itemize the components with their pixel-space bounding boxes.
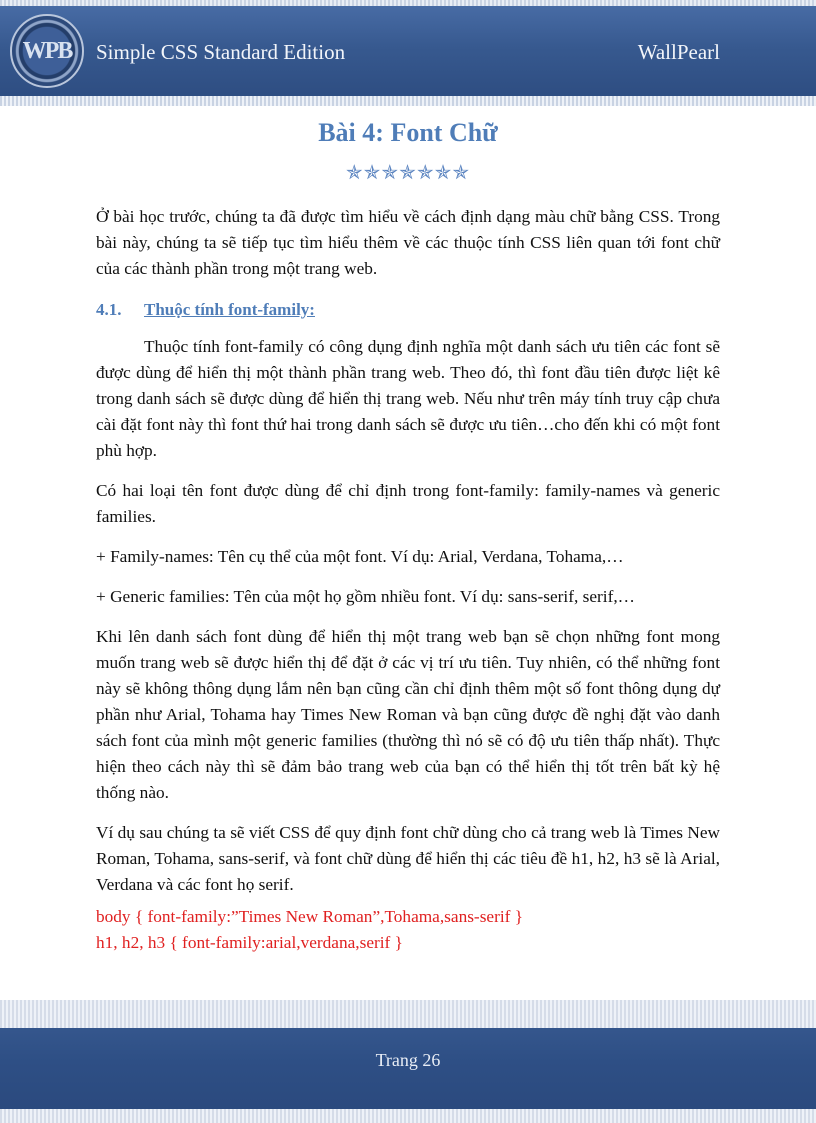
page-footer — [0, 1000, 816, 1123]
page-content — [96, 112, 720, 956]
intro-paragraph: Ở bài học trước, chúng ta đã được tìm hiểu về cách định dạng màu chữ bằng CSS. Trong bài này, chúng ta sẽ tiếp tục tìm hiểu thêm về các thuộc tính CSS liên quan tới font chữ của các thành phần trong một trang web. — [96, 207, 720, 278]
paragraph-example-intro: Ví dụ sau chúng ta sẽ viết CSS để quy định font chữ dùng cho cả trang web là Times New Roman, Tohama, sans-serif, và font chữ dùng để hiển thị các tiêu đề h1, h2, h3 sẽ là Arial, Verdana và các font họ serif. — [96, 823, 720, 894]
lesson-title: Bài 4: Font Chữ — [318, 118, 498, 147]
paragraph-font-family-definition: Thuộc tính font-family có công dụng định nghĩa một danh sách ưu tiên các font sẽ được dùng để hiển thị một thành phần trang web. Theo đó, thì font đầu tiên được liệt kê trong danh sách sẽ được dùng để hiển thị trang web. Nếu như trên máy tính truy cập chưa cài đặt font này thì font thứ hai trong danh sách sẽ được ưu tiên…cho đến khi có một font phù hợp. — [96, 337, 720, 460]
footer-stripe-top — [0, 1000, 816, 1028]
paragraph-font-list-advice: Khi lên danh sách font dùng để hiển thị một trang web bạn sẽ chọn những font mong muốn trang web sẽ được hiển thị để đặt ở các vị trí ưu tiên. Tuy nhiên, có thể những font này sẽ không thông dụng lắm nên bạn cũng cần chỉ định thêm một số font thông dụng dự phần như Arial, Tohama hay Times New Roman và bạn cũng được đề nghị đặt vào danh sách font của mình một generic families (thường thì nó sẽ có độ ưu tiên thấp nhất). Thực hiện theo cách này thì sẽ đảm bảo trang web của bạn có thể hiển thị tốt trên bất kỳ hệ thống nào. — [96, 627, 720, 802]
code-line-headings: h1, h2, h3 { font-family:arial,verdana,serif } — [96, 933, 403, 952]
star-divider-icon: ✯✯✯✯✯✯✯ — [345, 162, 471, 184]
list-item-generic-families: + Generic families: Tên của một họ gồm nhiều font. Ví dụ: sans-serif, serif,… — [96, 587, 635, 606]
header-stripe-top — [0, 0, 816, 6]
page-header — [0, 0, 816, 106]
footer-stripe-bottom — [0, 1109, 816, 1123]
paragraph-font-name-types: Có hai loại tên font được dùng để chỉ định trong font-family: family-names và generic families. — [96, 481, 720, 526]
code-line-body: body { font-family:”Times New Roman”,Tohama,sans-serif } — [96, 907, 524, 926]
header-title: Simple CSS Standard Edition — [96, 40, 346, 64]
list-item-family-names: + Family-names: Tên cụ thể của một font. Ví dụ: Arial, Verdana, Tohama,… — [96, 547, 624, 566]
header-brand: WallPearl — [637, 40, 720, 64]
section-number: 4.1. — [96, 300, 122, 319]
section-title: Thuộc tính font-family: — [144, 300, 315, 319]
logo-monogram: WPB — [22, 38, 72, 64]
page-number: Trang 26 — [375, 1050, 441, 1070]
header-stripe-bottom — [0, 96, 816, 106]
wallpearl-logo — [10, 14, 84, 88]
section-heading — [96, 300, 720, 320]
